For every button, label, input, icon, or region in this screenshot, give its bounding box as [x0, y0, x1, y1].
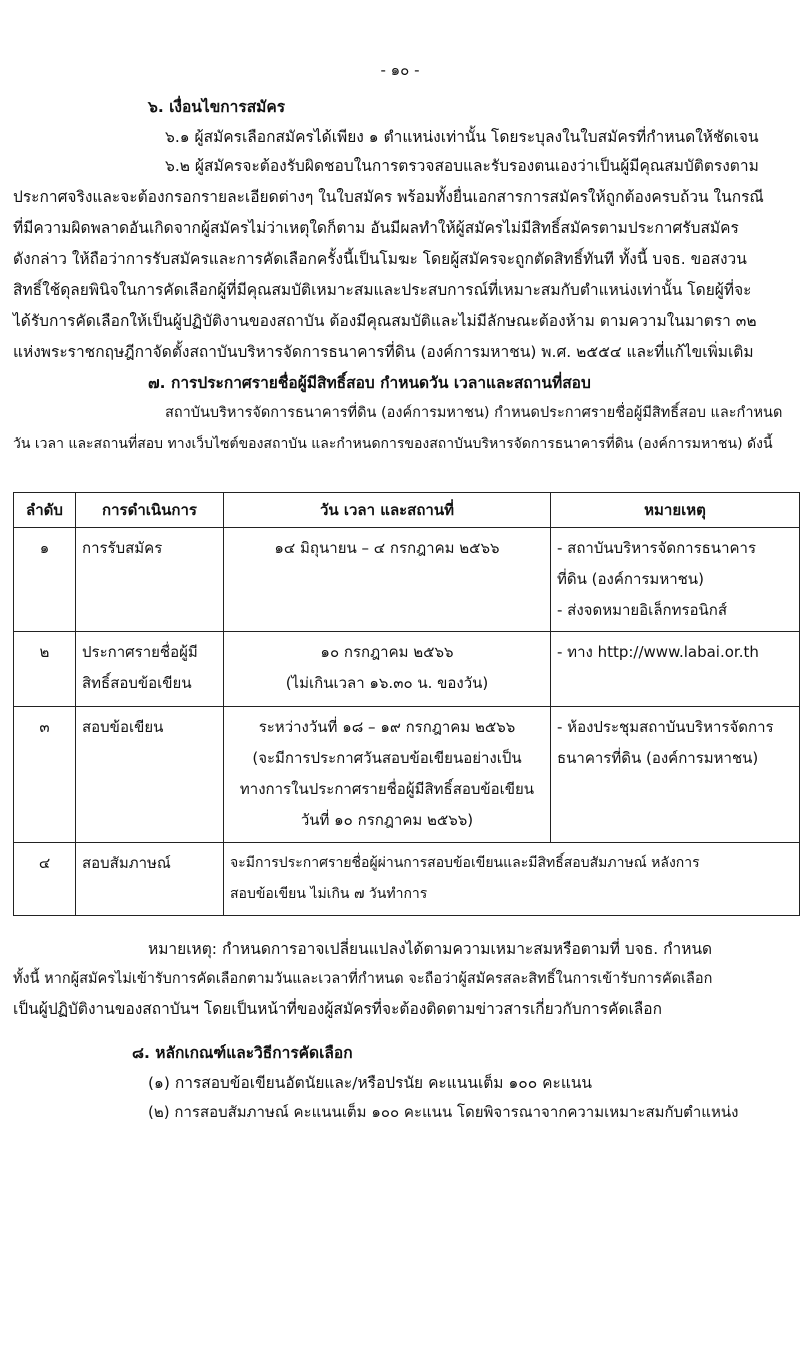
row-datetime-line: ทางการในประกาศรายชื่อผู้มีสิทธิ์สอบข้อเขียน	[239, 780, 535, 798]
row-note-line: - ห้องประชุมสถาบันบริหารจัดการ	[557, 718, 774, 736]
section-8-item: (๒) การสอบสัมภาษณ์ คะแนนเต็ม ๑๐๐ คะแนน โดยพิจารณาจากความเหมาะสมกับตำแหน่ง	[148, 1103, 739, 1121]
row-note	[551, 707, 800, 843]
row-note	[551, 632, 800, 707]
row-action	[76, 843, 224, 916]
section-6-item-2-line: ๖.๒ ผู้สมัครจะต้องรับผิดชอบในการตรวจสอบและรับรองตนเองว่าเป็นผู้มีคุณสมบัติตรงตาม	[165, 157, 759, 175]
row-note	[551, 528, 800, 632]
table-row	[14, 707, 800, 843]
table-row	[14, 528, 800, 632]
row-action-line: สิทธิ์สอบข้อเขียน	[82, 674, 192, 692]
table-row	[14, 843, 800, 916]
row-note-line: - ส่งจดหมายอิเล็กทรอนิกส์	[557, 601, 728, 619]
row-datetime	[224, 632, 551, 707]
row-action-line: การรับสมัคร	[82, 539, 163, 557]
row-note-line: - ทาง http://www.labai.or.th	[557, 643, 759, 661]
row-datetime-line: ๑๔ มิถุนายน – ๔ กรกฎาคม ๒๕๖๖	[274, 539, 500, 557]
row-no: ๓	[14, 707, 76, 843]
schedule-table	[13, 492, 800, 916]
section-6-heading: ๖. เงื่อนไขการสมัคร	[148, 98, 286, 116]
section-6-item-1: ๖.๑ ผู้สมัครเลือกสมัครได้เพียง ๑ ตำแหน่งเท่านั้น โดยระบุลงในใบสมัครที่กำหนดให้ชัดเจน	[165, 128, 759, 146]
col-header-action: การดำเนินการ	[76, 493, 224, 528]
row-action-line: สอบข้อเขียน	[82, 718, 164, 736]
section-6-item-2-line: ได้รับการคัดเลือกให้เป็นผู้ปฏิบัติงานของสถาบัน ต้องมีคุณสมบัติและไม่มีลักษณะต้องห้าม ตามความในมาตรา ๓๒	[13, 312, 757, 330]
row-note-line: ธนาคารที่ดิน (องค์การมหาชน)	[557, 749, 759, 767]
section-6-item-2-line: ดังกล่าว ให้ถือว่าการรับสมัครและการคัดเลือกครั้งนี้เป็นโมฆะ โดยผู้สมัครจะถูกตัดสิทธิ์ทันที ทั้งนี้ บจธ. ขอสงวน	[13, 250, 747, 268]
row-datetime-line: (ไม่เกินเวลา ๑๖.๓๐ น. ของวัน)	[285, 674, 489, 692]
row-note-line: ที่ดิน (องค์การมหาชน)	[557, 570, 704, 588]
row-datetime	[224, 528, 551, 632]
row-no: ๔	[14, 843, 76, 916]
row-datetime-line: ระหว่างวันที่ ๑๘ – ๑๙ กรกฎาคม ๒๕๖๖	[258, 718, 516, 736]
row-action-line: ประกาศรายชื่อผู้มี	[82, 643, 198, 661]
section-6-item-2-line: แห่งพระราชกฤษฎีกาจัดตั้งสถาบันบริหารจัดการธนาคารที่ดิน (องค์การมหาชน) พ.ศ. ๒๕๕๔ และที่แก้ไขเพิ่มเติม	[13, 343, 754, 361]
section-7-heading: ๗. การประกาศรายชื่อผู้มีสิทธิ์สอบ กำหนดวัน เวลาและสถานที่สอบ	[148, 374, 591, 392]
row-action-line: สอบสัมภาษณ์	[82, 854, 171, 872]
row-action	[76, 528, 224, 632]
section-6-item-2-line: ที่มีความผิดพลาดอันเกิดจากผู้สมัครไม่ว่าเหตุใดก็ตาม อันมีผลทำให้ผู้สมัครไม่มีสิทธิ์สมัครตามประกาศรับสมัคร	[13, 219, 739, 237]
section-7-intro-line: วัน เวลา และสถานที่สอบ ทางเว็บไซต์ของสถาบัน และกำหนดการของสถาบันบริหารจัดการธนาคารที่ดิน (องค์การมหาชน) ดังนี้	[13, 436, 773, 452]
row-note-line: - สถาบันบริหารจัดการธนาคาร	[557, 539, 756, 557]
row-no: ๑	[14, 528, 76, 632]
row-merged-detail	[224, 843, 800, 916]
col-header-note: หมายเหตุ	[551, 493, 800, 528]
row-action	[76, 632, 224, 707]
remark-line: เป็นผู้ปฏิบัติงานของสถาบันฯ โดยเป็นหน้าที่ของผู้สมัครที่จะต้องติดตามข่าวสารเกี่ยวกับการคัดเลือก	[13, 1000, 662, 1018]
row-merged-line: จะมีการประกาศรายชื่อผู้ผ่านการสอบข้อเขียนและมีสิทธิ์สอบสัมภาษณ์ หลังการ	[230, 855, 700, 871]
section-6-item-2-line: สิทธิ์ใช้ดุลยพินิจในการคัดเลือกผู้ที่มีคุณสมบัติเหมาะสมและประสบการณ์ที่เหมาะสมกับตำแหน่งเท่านั้น โดยผู้ที่จะ	[13, 281, 752, 299]
row-action	[76, 707, 224, 843]
row-datetime	[224, 707, 551, 843]
section-8-item: (๑) การสอบข้อเขียนอัตนัยและ/หรือปรนัย คะแนนเต็ม ๑๐๐ คะแนน	[148, 1074, 593, 1092]
section-8-heading: ๘. หลักเกณฑ์และวิธีการคัดเลือก	[132, 1044, 353, 1062]
row-datetime-line: (จะมีการประกาศวันสอบข้อเขียนอย่างเป็น	[252, 749, 522, 767]
remark-line: ทั้งนี้ หากผู้สมัครไม่เข้ารับการคัดเลือกตามวันและเวลาที่กำหนด จะถือว่าผู้สมัครสละสิทธิ์ในการเข้ารับการคัดเลือก	[13, 971, 713, 987]
col-header-no: ลำดับ	[14, 493, 76, 528]
col-header-datetime: วัน เวลา และสถานที่	[224, 493, 551, 528]
section-7-intro-line: สถาบันบริหารจัดการธนาคารที่ดิน (องค์การมหาชน) กำหนดประกาศรายชื่อผู้มีสิทธิ์สอบ และกำหนด	[165, 405, 783, 421]
remark-line: หมายเหตุ: กำหนดการอาจเปลี่ยนแปลงได้ตามความเหมาะสมหรือตามที่ บจธ. กำหนด	[148, 940, 713, 958]
row-datetime-line: วันที่ ๑๐ กรกฎาคม ๒๕๖๖)	[300, 811, 474, 829]
table-header-row	[14, 493, 800, 528]
page-number: - ๑๐ -	[380, 61, 420, 79]
row-datetime-line: ๑๐ กรกฎาคม ๒๕๖๖	[320, 643, 454, 661]
row-no: ๒	[14, 632, 76, 707]
table-row	[14, 632, 800, 707]
row-merged-line: สอบข้อเขียน ไม่เกิน ๗ วันทำการ	[230, 886, 428, 902]
section-6-item-2-line: ประกาศจริงและจะต้องกรอกรายละเอียดต่างๆ ในใบสมัคร พร้อมทั้งยื่นเอกสารการสมัครให้ถูกต้องครบถ้วน ในกรณี	[13, 188, 764, 206]
